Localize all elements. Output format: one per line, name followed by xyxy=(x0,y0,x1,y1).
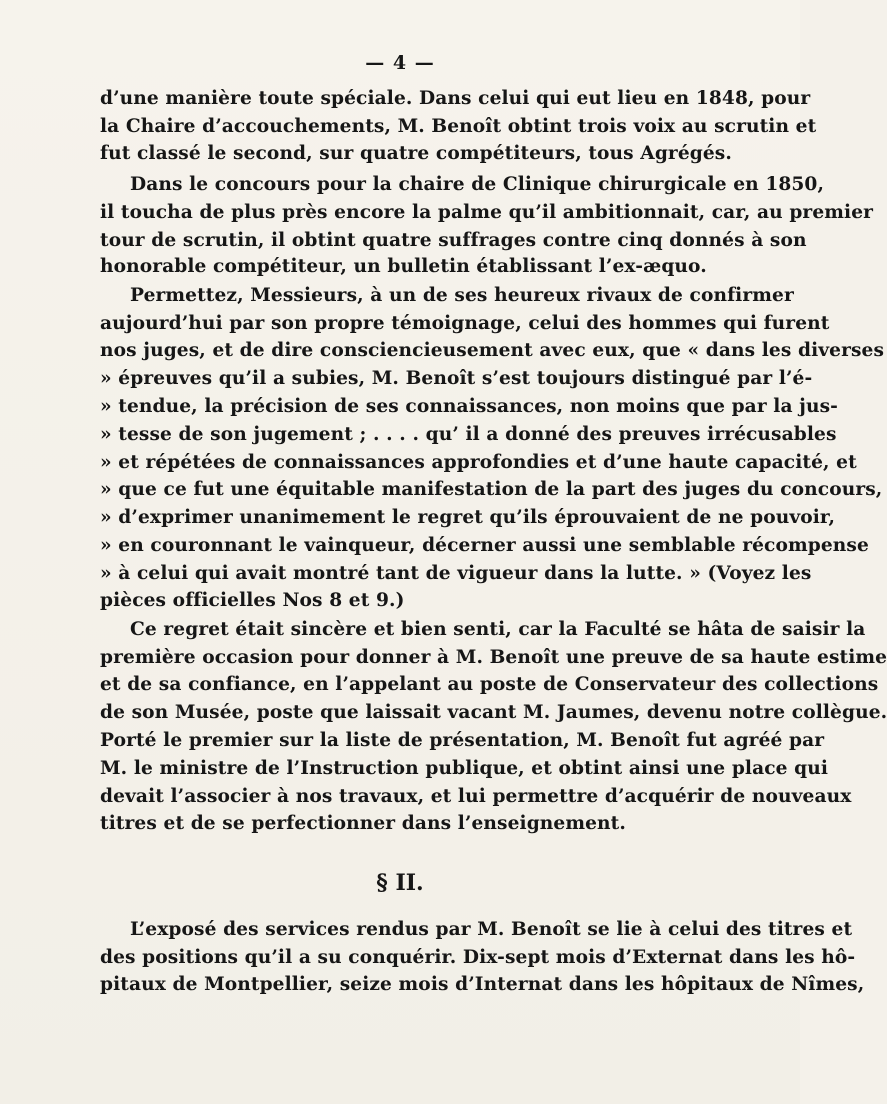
text-line: des positions qu’il a su conquérir. Dix-sept mois d’Externat dans les hô- xyxy=(100,947,856,968)
text-line: tour de scrutin, il obtint quatre suffrages contre cinq donnés à son xyxy=(100,230,807,251)
text-line: L’exposé des services rendus par M. Benoît se lie à celui des titres et xyxy=(130,919,853,940)
section-heading: § II. xyxy=(376,870,424,896)
text-line: la Chaire d’accouchements, M. Benoît obtint trois voix au scrutin et xyxy=(100,116,817,137)
text-line: titres et de se perfectionner dans l’enseignement. xyxy=(100,813,626,834)
text-line: devait l’associer à nos travaux, et lui permettre d’acquérir de nouveaux xyxy=(100,786,852,807)
text-line: de son Musée, poste que laissait vacant M. Jaumes, devenu notre collègue. xyxy=(100,702,887,723)
text-line: pièces officielles Nos 8 et 9.) xyxy=(100,590,405,611)
text-line: » en couronnant le vainqueur, décerner aussi une semblable récompense xyxy=(100,535,869,556)
text-line: fut classé le second, sur quatre compétiteurs, tous Agrégés. xyxy=(100,143,732,164)
page-number: — 4 — xyxy=(365,52,435,74)
text-line: » tesse de son jugement ; . . . . qu’ il a donné des preuves irrécusables xyxy=(100,424,837,445)
text-line: » épreuves qu’il a subies, M. Benoît s’est toujours distingué par l’é- xyxy=(100,368,813,389)
text-line: pitaux de Montpellier, seize mois d’Internat dans les hôpitaux de Nîmes, xyxy=(100,974,865,995)
text-line: honorable compétiteur, un bulletin établissant l’ex-æquo. xyxy=(100,256,707,277)
text-line: » à celui qui avait montré tant de vigueur dans la lutte. » (Voyez les xyxy=(100,563,812,584)
text-line: aujourd’hui par son propre témoignage, celui des hommes qui furent xyxy=(100,313,830,334)
text-line: et de sa confiance, en l’appelant au poste de Conservateur des collections xyxy=(100,674,879,695)
text-line: nos juges, et de dire consciencieusement avec eux, que « dans les diverses xyxy=(100,340,885,361)
text-line: première occasion pour donner à M. Benoît une preuve de sa haute estime xyxy=(100,647,887,668)
text-line: » et répétées de connaissances approfondies et d’une haute capacité, et xyxy=(100,452,857,473)
text-line: Porté le premier sur la liste de présentation, M. Benoît fut agréé par xyxy=(100,730,825,751)
text-line: M. le ministre de l’Instruction publique, et obtint ainsi une place qui xyxy=(100,758,829,779)
text-line: Ce regret était sincère et bien senti, car la Faculté se hâta de saisir la xyxy=(130,619,866,640)
text-line: » que ce fut une équitable manifestation de la part des juges du concours, xyxy=(100,479,883,500)
text-line: Dans le concours pour la chaire de Clinique chirurgicale en 1850, xyxy=(130,174,825,195)
text-line: d’une manière toute spéciale. Dans celui qui eut lieu en 1848, pour xyxy=(100,88,811,109)
text-line: » tendue, la précision de ses connaissances, non moins que par la jus- xyxy=(100,396,839,417)
text-line: » d’exprimer unanimement le regret qu’ils éprouvaient de ne pouvoir, xyxy=(100,507,836,528)
text-line: Permettez, Messieurs, à un de ses heureux rivaux de confirmer xyxy=(130,285,794,306)
text-line: il toucha de plus près encore la palme qu’il ambitionnait, car, au premier xyxy=(100,202,874,223)
